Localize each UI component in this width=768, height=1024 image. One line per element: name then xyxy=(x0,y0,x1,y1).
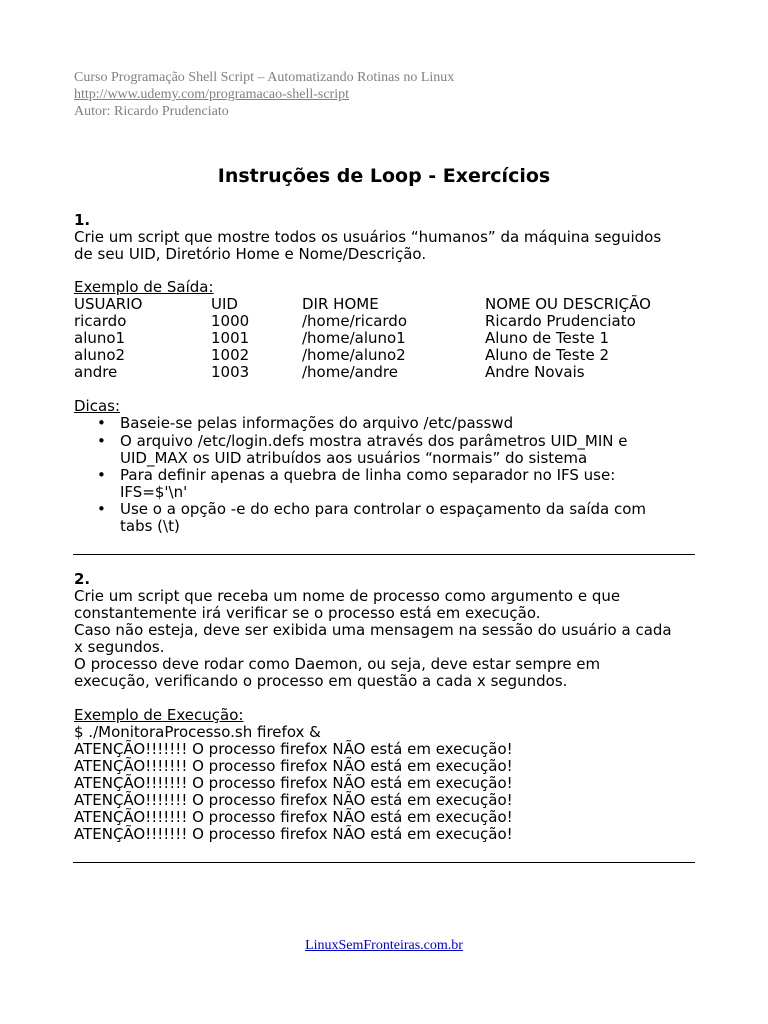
tip-line: Para definir apenas a quebra de linha como separador no IFS use: xyxy=(120,466,616,484)
tip-line: IFS=$'\n' xyxy=(120,483,188,501)
exercise-1-number: 1. xyxy=(74,211,91,229)
exercise-2-desc-line: constantemente irá verificar se o processo está em execução. xyxy=(74,604,541,622)
table-cell: Aluno de Teste 2 xyxy=(485,346,609,364)
table-cell: /home/ricardo xyxy=(302,312,408,330)
table-cell: Aluno de Teste 1 xyxy=(485,329,609,347)
course-url-link[interactable]: http://www.udemy.com/programacao-shell-script xyxy=(74,87,349,102)
exercise-1-desc-line: de seu UID, Diretório Home e Nome/Descrição. xyxy=(74,245,427,263)
exercise-2-desc-line: O processo deve rodar como Daemon, ou seja, deve estar sempre em xyxy=(74,655,601,673)
output-line: ATENÇÃO!!!!!!! O processo firefox NÃO está em execução! xyxy=(74,740,513,758)
course-title: Curso Programação Shell Script – Automatizando Rotinas no Linux xyxy=(74,70,455,85)
tip-line: O arquivo /etc/login.defs mostra através dos parâmetros UID_MIN e xyxy=(120,432,628,450)
output-line: ATENÇÃO!!!!!!! O processo firefox NÃO está em execução! xyxy=(74,825,513,843)
table-cell: aluno2 xyxy=(74,346,126,364)
table-cell: 1001 xyxy=(211,329,250,347)
section-divider xyxy=(73,554,695,555)
output-line: ATENÇÃO!!!!!!! O processo firefox NÃO está em execução! xyxy=(74,757,513,775)
tip-line: tabs (\t) xyxy=(120,517,180,535)
tip-line: Baseie-se pelas informações do arquivo /etc/passwd xyxy=(120,414,514,432)
exercise-2-desc-line: execução, verificando o processo em questão a cada x segundos. xyxy=(74,672,568,690)
section-divider xyxy=(73,862,695,863)
output-line: ATENÇÃO!!!!!!! O processo firefox NÃO está em execução! xyxy=(74,791,513,809)
table-header-cell: NOME OU DESCRIÇÃO xyxy=(485,295,651,313)
table-cell: Andre Novais xyxy=(485,363,585,381)
table-cell: /home/andre xyxy=(302,363,398,381)
table-cell: andre xyxy=(74,363,118,381)
footer-link[interactable]: LinuxSemFronteiras.com.br xyxy=(305,938,463,953)
tip-line: Use o a opção -e do echo para controlar o espaçamento da saída com xyxy=(120,500,647,518)
bullet-icon: • xyxy=(97,466,106,484)
table-cell: /home/aluno1 xyxy=(302,329,406,347)
table-header-cell: DIR HOME xyxy=(302,295,379,313)
table-cell: 1003 xyxy=(211,363,250,381)
table-header-cell: UID xyxy=(211,295,238,313)
output-line: ATENÇÃO!!!!!!! O processo firefox NÃO está em execução! xyxy=(74,808,513,826)
exercise-1-example-label: Exemplo de Saída: xyxy=(74,278,214,296)
table-cell: Ricardo Prudenciato xyxy=(485,312,636,330)
table-cell: 1000 xyxy=(211,312,250,330)
page-title: Instruções de Loop - Exercícios xyxy=(217,165,551,187)
exercise-2-desc-line: x segundos. xyxy=(74,638,165,656)
table-cell: /home/aluno2 xyxy=(302,346,406,364)
output-line: ATENÇÃO!!!!!!! O processo firefox NÃO está em execução! xyxy=(74,774,513,792)
exercise-2-example-label: Exemplo de Execução: xyxy=(74,706,244,724)
exercise-2-desc-line: Crie um script que receba um nome de processo como argumento e que xyxy=(74,587,621,605)
exercise-1-tips-label: Dicas: xyxy=(74,397,121,415)
bullet-icon: • xyxy=(97,414,106,432)
exercise-2-number: 2. xyxy=(74,570,91,588)
table-cell: 1002 xyxy=(211,346,250,364)
bullet-icon: • xyxy=(97,500,106,518)
bullet-icon: • xyxy=(97,432,106,450)
exercise-2-desc-line: Caso não esteja, deve ser exibida uma mensagem na sessão do usuário a cada xyxy=(74,621,672,639)
exercise-1-desc-line: Crie um script que mostre todos os usuários “humanos” da máquina seguidos xyxy=(74,228,662,246)
table-cell: aluno1 xyxy=(74,329,126,347)
table-header-cell: USUARIO xyxy=(74,295,143,313)
tip-line: UID_MAX os UID atribuídos aos usuários “normais” do sistema xyxy=(120,449,588,467)
output-line: $ ./MonitoraProcesso.sh firefox & xyxy=(74,723,321,741)
table-cell: ricardo xyxy=(74,312,127,330)
author-line: Autor: Ricardo Prudenciato xyxy=(74,104,229,119)
